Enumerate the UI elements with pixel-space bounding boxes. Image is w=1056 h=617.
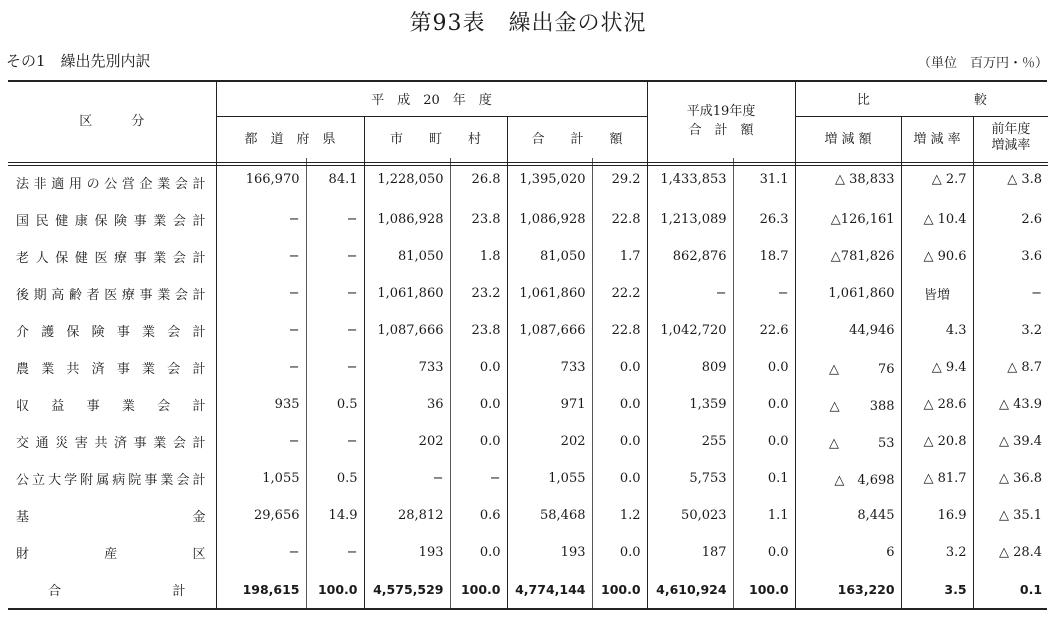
cell-muni: 1,228,050: [364, 158, 450, 201]
header-divider-double: [8, 165, 1048, 166]
header-change-rate: 増 減 率: [901, 117, 973, 159]
cell-h19-pct: 31.1: [733, 158, 795, 201]
cell-diff: △ 38,833: [795, 158, 901, 201]
header-total-amount: 合 計 額: [507, 117, 647, 159]
row-label: 交通災害共済事業会計: [16, 436, 206, 451]
cell-rate: △ 9.4: [901, 349, 973, 386]
cell-h19: 1,359: [647, 386, 733, 423]
cell-h19: 4,610,924: [647, 571, 733, 608]
table-row: [8, 497, 1048, 534]
cell-pref: 166,970: [216, 158, 306, 201]
table-title: 第93表 繰出金の状況: [409, 11, 647, 36]
cell-sum-pct: 22.8: [592, 201, 647, 238]
row-label: 介護保険事業会計: [16, 325, 206, 340]
header-comparison: 比 較: [795, 80, 1048, 117]
header-divider: [8, 162, 1048, 163]
cell-h19: 1,213,089: [647, 201, 733, 238]
cell-h19-pct: 26.3: [733, 201, 795, 238]
header-heisei20: 平 成 20 年 度: [216, 80, 647, 117]
cell-prev: △ 35.1: [973, 497, 1048, 534]
cell-rate: 3.2: [901, 534, 973, 571]
cell-pref: −: [216, 275, 306, 312]
cell-h19-pct: 0.1: [733, 460, 795, 497]
cell-muni-pct: 23.8: [450, 201, 507, 238]
cell-rate: 16.9: [901, 497, 973, 534]
cell-muni: −: [364, 460, 450, 497]
cell-h19-pct: 18.7: [733, 238, 795, 275]
cell-sum: 1,395,020: [507, 158, 592, 201]
cell-rate: 4.3: [901, 312, 973, 349]
cell-rate: 3.5: [901, 571, 973, 608]
cell-sum-pct: 0.0: [592, 534, 647, 571]
cell-pref-pct: −: [306, 201, 364, 238]
table-row: [8, 201, 1048, 238]
cell-rate: △ 81.7: [901, 460, 973, 497]
cell-prev: △ 36.8: [973, 460, 1048, 497]
table-row: [8, 312, 1048, 349]
cell-pref-pct: 0.5: [306, 460, 364, 497]
header-prefecture: 都 道 府 県: [216, 117, 364, 159]
cell-sum: 81,050: [507, 238, 592, 275]
cell-rate: 皆増: [901, 275, 973, 312]
row-label: 老人保健医療事業会計: [16, 251, 206, 266]
cell-muni: 733: [364, 349, 450, 386]
cell-diff: △781,826: [795, 238, 901, 275]
cell-muni-pct: 0.6: [450, 497, 507, 534]
row-label: 基金: [16, 510, 206, 525]
cell-muni-pct: 0.0: [450, 386, 507, 423]
cell-sum: 1,055: [507, 460, 592, 497]
table-row: [8, 238, 1048, 275]
cell-pref-pct: 0.5: [306, 386, 364, 423]
cell-pref: 29,656: [216, 497, 306, 534]
cell-h19-pct: 100.0: [733, 571, 795, 608]
cell-muni: 1,061,860: [364, 275, 450, 312]
cell-sum: 193: [507, 534, 592, 571]
cell-sum: 1,087,666: [507, 312, 592, 349]
cell-diff: △ 388: [795, 386, 901, 423]
cell-rate: △ 2.7: [901, 158, 973, 201]
cell-pref: −: [216, 349, 306, 386]
cell-sum: 733: [507, 349, 592, 386]
cell-muni: 4,575,529: [364, 571, 450, 608]
cell-h19-pct: 0.0: [733, 534, 795, 571]
cell-sum-pct: 1.7: [592, 238, 647, 275]
cell-prev: △ 3.8: [973, 158, 1048, 201]
cell-prev: 0.1: [973, 571, 1048, 608]
header-prev-rate: [973, 117, 1048, 159]
row-label: 公立大学附属病院事業会計: [16, 473, 206, 488]
cell-h19-pct: 0.0: [733, 423, 795, 460]
cell-pref-pct: −: [306, 275, 364, 312]
cell-sum: 4,774,144: [507, 571, 592, 608]
cell-h19: −: [647, 275, 733, 312]
cell-h19-pct: 1.1: [733, 497, 795, 534]
cell-h19: 809: [647, 349, 733, 386]
cell-sum-pct: 22.2: [592, 275, 647, 312]
row-label: 国民健康保険事業会計: [16, 214, 206, 229]
cell-muni-pct: 26.8: [450, 158, 507, 201]
cell-h19-pct: 0.0: [733, 349, 795, 386]
cell-muni-pct: 0.0: [450, 423, 507, 460]
header-municipal: 市 町 村: [364, 117, 507, 159]
cell-h19-pct: 0.0: [733, 386, 795, 423]
cell-muni: 36: [364, 386, 450, 423]
cell-pref: 935: [216, 386, 306, 423]
cell-muni: 28,812: [364, 497, 450, 534]
cell-muni-pct: 0.0: [450, 534, 507, 571]
cell-rate: △ 20.8: [901, 423, 973, 460]
header-change-amount: 増 減 額: [795, 117, 901, 159]
cell-muni-pct: 23.2: [450, 275, 507, 312]
cell-pref-pct: −: [306, 423, 364, 460]
transfer-expenditure-table: [8, 80, 1048, 608]
header-row-1: [8, 80, 1048, 117]
cell-diff: △ 53: [795, 423, 901, 460]
cell-muni: 202: [364, 423, 450, 460]
cell-pref-pct: 14.9: [306, 497, 364, 534]
cell-pref: −: [216, 423, 306, 460]
table-row: [8, 349, 1048, 386]
cell-diff: 1,061,860: [795, 275, 901, 312]
cell-h19: 50,023: [647, 497, 733, 534]
cell-sum-pct: 0.0: [592, 423, 647, 460]
cell-muni-pct: 23.8: [450, 312, 507, 349]
cell-sum: 971: [507, 386, 592, 423]
cell-prev: 3.2: [973, 312, 1048, 349]
table-row: [8, 534, 1048, 571]
cell-sum-pct: 0.0: [592, 460, 647, 497]
header-heisei19: [647, 80, 795, 158]
cell-sum: 1,086,928: [507, 201, 592, 238]
header-heisei19-line1: 平成19年度: [686, 104, 756, 119]
cell-h19: 1,433,853: [647, 158, 733, 201]
cell-muni: 1,087,666: [364, 312, 450, 349]
cell-prev: △ 39.4: [973, 423, 1048, 460]
cell-diff: △126,161: [795, 201, 901, 238]
cell-sum-pct: 0.0: [592, 349, 647, 386]
row-label: 合計: [48, 584, 186, 599]
cell-h19: 862,876: [647, 238, 733, 275]
row-label: 収益事業会計: [16, 399, 206, 414]
cell-muni-pct: 0.0: [450, 349, 507, 386]
cell-diff: △ 4,698: [795, 460, 901, 497]
header-prev-rate-line2: 増減率: [991, 137, 1031, 153]
cell-pref: −: [216, 312, 306, 349]
cell-prev: −: [973, 275, 1048, 312]
cell-pref: −: [216, 534, 306, 571]
cell-muni-pct: −: [450, 460, 507, 497]
table-row: [8, 275, 1048, 312]
table-row: [8, 460, 1048, 497]
cell-prev: 2.6: [973, 201, 1048, 238]
cell-sum: 58,468: [507, 497, 592, 534]
cell-sum: 1,061,860: [507, 275, 592, 312]
cell-sum: 202: [507, 423, 592, 460]
unit-note: （単位 百万円・％）: [917, 56, 1048, 71]
cell-h19: 187: [647, 534, 733, 571]
cell-muni: 1,086,928: [364, 201, 450, 238]
cell-prev: 3.6: [973, 238, 1048, 275]
row-label: 法非適用の公営企業会計: [16, 177, 206, 192]
cell-diff: 8,445: [795, 497, 901, 534]
cell-sum-pct: 0.0: [592, 386, 647, 423]
cell-pref-pct: −: [306, 349, 364, 386]
cell-muni-pct: 100.0: [450, 571, 507, 608]
cell-diff: 6: [795, 534, 901, 571]
cell-muni-pct: 1.8: [450, 238, 507, 275]
cell-pref-pct: −: [306, 534, 364, 571]
header-kubun: 区 分: [79, 113, 145, 129]
cell-pref: 198,615: [216, 571, 306, 608]
cell-muni: 81,050: [364, 238, 450, 275]
header-heisei19-line2: 合 計 額: [688, 123, 754, 138]
table-subtitle: その1 繰出先別内訳: [6, 52, 151, 70]
cell-h19-pct: 22.6: [733, 312, 795, 349]
cell-prev: △ 43.9: [973, 386, 1048, 423]
table-row: [8, 423, 1048, 460]
cell-muni: 193: [364, 534, 450, 571]
cell-pref-pct: 84.1: [306, 158, 364, 201]
cell-pref-pct: 100.0: [306, 571, 364, 608]
cell-pref: −: [216, 238, 306, 275]
cell-diff: 44,946: [795, 312, 901, 349]
cell-diff: 163,220: [795, 571, 901, 608]
total-row: [8, 571, 1048, 608]
cell-h19: 1,042,720: [647, 312, 733, 349]
cell-pref: −: [216, 201, 306, 238]
row-label: 後期高齢者医療事業会計: [16, 288, 206, 303]
cell-prev: △ 28.4: [973, 534, 1048, 571]
cell-sum-pct: 29.2: [592, 158, 647, 201]
cell-rate: △ 28.6: [901, 386, 973, 423]
cell-h19-pct: −: [733, 275, 795, 312]
cell-rate: △ 10.4: [901, 201, 973, 238]
cell-sum-pct: 100.0: [592, 571, 647, 608]
cell-diff: △ 76: [795, 349, 901, 386]
cell-prev: △ 8.7: [973, 349, 1048, 386]
cell-h19: 5,753: [647, 460, 733, 497]
row-label: 農業共済事業会計: [16, 362, 206, 377]
cell-pref: 1,055: [216, 460, 306, 497]
table-row: [8, 386, 1048, 423]
row-label: 財産区: [16, 547, 206, 562]
cell-rate: △ 90.6: [901, 238, 973, 275]
cell-h19: 255: [647, 423, 733, 460]
cell-pref-pct: −: [306, 312, 364, 349]
cell-sum-pct: 1.2: [592, 497, 647, 534]
header-prev-rate-line1: 前年度: [991, 121, 1031, 137]
cell-pref-pct: −: [306, 238, 364, 275]
cell-sum-pct: 22.8: [592, 312, 647, 349]
